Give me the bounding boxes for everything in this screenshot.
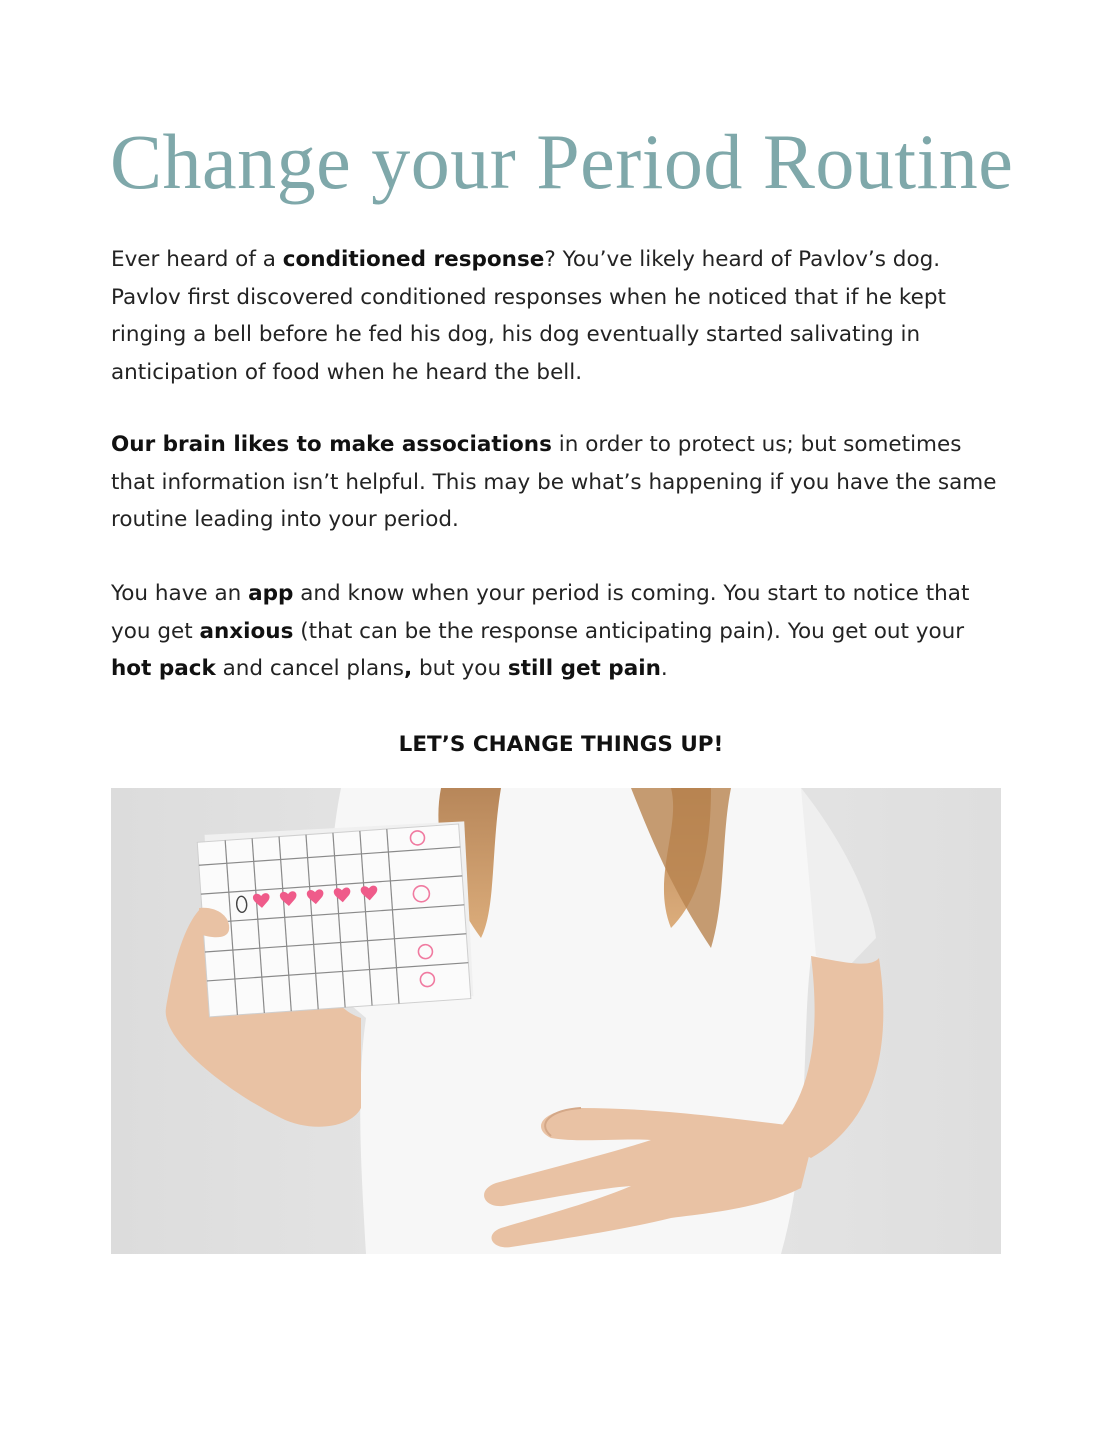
body-text: You have an (111, 581, 249, 606)
paragraph-routine (111, 575, 1011, 688)
body-text: and know when your period is coming. You start to notice that you get (111, 581, 970, 644)
emphasis-text: app (248, 581, 294, 606)
body-text: but you (412, 656, 508, 681)
emphasis-text: Our brain likes to make associations (111, 432, 552, 457)
page-title: Change your Period Routine (110, 118, 1014, 205)
emphasis-text: still get pain (507, 656, 661, 681)
body-text: (that can be the response anticipating pain). You get out your (293, 618, 965, 644)
period-calendar-photo (111, 788, 1001, 1254)
paragraph-conditioned-response (111, 241, 1011, 391)
emphasis-text: , (404, 656, 413, 681)
body-text: Ever heard of a (111, 247, 283, 272)
body-text: in order to protect us; but sometimes that information isn’t helpful. This may be what’s happening if you have the same routine leading into your period. (111, 432, 997, 532)
emphasis-text: anxious (199, 618, 294, 644)
emphasis-text: conditioned response (282, 247, 545, 272)
emphasis-text: hot pack (111, 656, 216, 681)
body-text: . (660, 656, 668, 681)
paragraph-brain-associations (111, 426, 1011, 539)
body-text: and cancel plans (215, 656, 405, 681)
call-to-action: LET’S CHANGE THINGS UP! (398, 732, 724, 757)
body-text: ? You’ve likely heard of Pavlov’s dog. Pavlov first discovered conditioned responses when he noticed that if he kept ringing a bell before he fed his dog, his dog eventually started salivating in anticipation of food when he heard the bell. (111, 247, 946, 385)
